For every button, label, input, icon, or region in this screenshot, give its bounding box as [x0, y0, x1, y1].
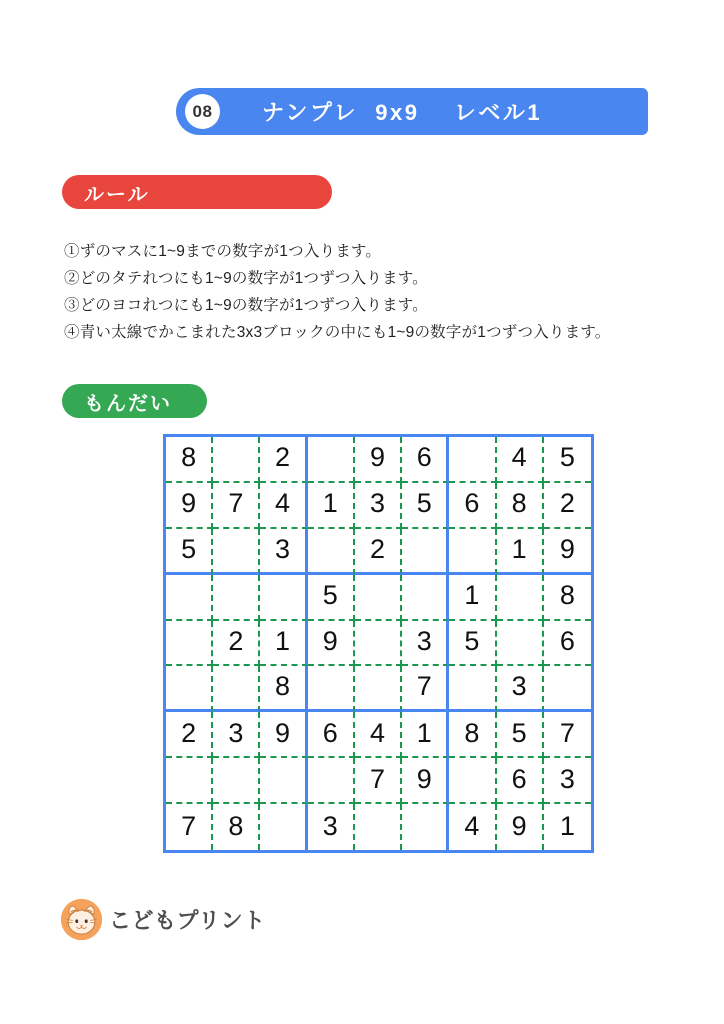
sudoku-cell-value: 7: [181, 810, 197, 841]
sudoku-cell-r9c9[interactable]: [544, 804, 591, 850]
sudoku-grid: [166, 437, 591, 850]
problem-section-label: もんだい: [84, 392, 172, 415]
sudoku-cell-r4c2[interactable]: [213, 575, 260, 621]
sudoku-cell-value: 6: [322, 717, 338, 748]
sudoku-cell-r8c5[interactable]: [355, 758, 402, 804]
sudoku-cell-value: 3: [511, 671, 527, 702]
sudoku-cell-r5c4[interactable]: [308, 621, 355, 667]
sudoku-cell-r8c9[interactable]: [544, 758, 591, 804]
sudoku-cell-r4c9[interactable]: [544, 575, 591, 621]
sudoku-cell-value: 1: [464, 580, 480, 611]
sudoku-cell-value: 6: [559, 625, 575, 656]
problem-section-banner: [62, 384, 207, 418]
sudoku-cell-value: 3: [322, 810, 338, 841]
sudoku-cell-value: 3: [416, 625, 432, 656]
sudoku-cell-r9c5[interactable]: [355, 804, 402, 850]
sudoku-cell-value: 1: [559, 810, 575, 841]
sudoku-cell-value: 3: [559, 763, 575, 794]
sudoku-cell-r6c5[interactable]: [355, 666, 402, 712]
sudoku-cell-r2c7[interactable]: [449, 483, 496, 529]
sudoku-cell-r1c9[interactable]: [544, 437, 591, 483]
sudoku-cell-r9c6[interactable]: [402, 804, 449, 850]
sudoku-cell-r7c8[interactable]: [497, 712, 544, 758]
sudoku-cell-r4c3[interactable]: [260, 575, 307, 621]
sudoku-cell-r5c2[interactable]: [213, 621, 260, 667]
sudoku-cell-r2c1[interactable]: [166, 483, 213, 529]
sudoku-cell-r4c4[interactable]: [308, 575, 355, 621]
sudoku-cell-r8c6[interactable]: [402, 758, 449, 804]
sudoku-cell-value: 4: [275, 488, 291, 519]
sudoku-cell-r1c1[interactable]: [166, 437, 213, 483]
sudoku-cell-r1c6[interactable]: [402, 437, 449, 483]
sudoku-cell-value: 8: [559, 580, 575, 611]
rules-section-label: ルール: [84, 183, 150, 206]
sudoku-cell-value: 9: [322, 625, 338, 656]
sudoku-cell-value: 6: [511, 763, 527, 794]
sudoku-cell-r5c6[interactable]: [402, 621, 449, 667]
rule-item-3: ③どのヨコれつにも1~9の数字が1つずつ入ります。: [64, 297, 428, 314]
sudoku-cell-r6c7[interactable]: [449, 666, 496, 712]
sudoku-cell-r5c3[interactable]: [260, 621, 307, 667]
sudoku-cell-value: 2: [369, 533, 385, 564]
sudoku-cell-value: 7: [228, 488, 244, 519]
sudoku-cell-r9c2[interactable]: [213, 804, 260, 850]
brand-name: こどもプリント: [109, 908, 266, 933]
sudoku-cell-r8c2[interactable]: [213, 758, 260, 804]
sudoku-cell-value: 8: [228, 810, 244, 841]
sudoku-cell-r3c4[interactable]: [308, 529, 355, 575]
sudoku-cell-value: 9: [181, 488, 197, 519]
sudoku-cell-value: 5: [464, 625, 480, 656]
cat-logo-icon: [60, 898, 103, 941]
sudoku-cell-r5c8[interactable]: [497, 621, 544, 667]
sudoku-cell-r7c7[interactable]: [449, 712, 496, 758]
sudoku-cell-value: 1: [322, 488, 338, 519]
sudoku-cell-value: 7: [559, 717, 575, 748]
sudoku-cell-r7c3[interactable]: [260, 712, 307, 758]
sudoku-cell-r2c6[interactable]: [402, 483, 449, 529]
sudoku-cell-value: 5: [416, 488, 432, 519]
sudoku-cell-r2c3[interactable]: [260, 483, 307, 529]
sudoku-cell-value: 4: [511, 442, 527, 473]
page-number-badge: 08: [185, 94, 220, 129]
sudoku-cell-r3c8[interactable]: [497, 529, 544, 575]
sudoku-grid-container: [163, 434, 594, 853]
sudoku-cell-value: 2: [228, 625, 244, 656]
footer-brand: [60, 898, 266, 941]
sudoku-cell-r1c5[interactable]: [355, 437, 402, 483]
sudoku-cell-r8c8[interactable]: [497, 758, 544, 804]
sudoku-cell-value: 9: [416, 763, 432, 794]
sudoku-cell-value: 6: [416, 442, 432, 473]
sudoku-cell-value: 4: [464, 810, 480, 841]
sudoku-cell-value: 5: [181, 533, 197, 564]
sudoku-cell-value: 7: [369, 763, 385, 794]
sudoku-cell-value: 3: [275, 533, 291, 564]
sudoku-cell-r1c3[interactable]: [260, 437, 307, 483]
rule-item-2: ②どのタテれつにも1~9の数字が1つずつ入ります。: [64, 270, 428, 287]
sudoku-cell-value: 3: [228, 717, 244, 748]
sudoku-cell-r9c8[interactable]: [497, 804, 544, 850]
sudoku-cell-r3c7[interactable]: [449, 529, 496, 575]
sudoku-cell-r8c7[interactable]: [449, 758, 496, 804]
sudoku-cell-r2c2[interactable]: [213, 483, 260, 529]
sudoku-cell-value: 8: [511, 488, 527, 519]
sudoku-cell-r3c5[interactable]: [355, 529, 402, 575]
sudoku-cell-r7c2[interactable]: [213, 712, 260, 758]
sudoku-cell-value: 5: [559, 442, 575, 473]
sudoku-cell-r8c4[interactable]: [308, 758, 355, 804]
sudoku-cell-r3c2[interactable]: [213, 529, 260, 575]
sudoku-cell-r7c5[interactable]: [355, 712, 402, 758]
rules-section-banner: [62, 175, 332, 209]
sudoku-cell-r2c8[interactable]: [497, 483, 544, 529]
sudoku-cell-value: 2: [559, 488, 575, 519]
sudoku-cell-r3c1[interactable]: [166, 529, 213, 575]
rules-list: [64, 238, 664, 346]
sudoku-cell-r8c3[interactable]: [260, 758, 307, 804]
sudoku-cell-r6c6[interactable]: [402, 666, 449, 712]
page-title-banner: [176, 88, 648, 135]
sudoku-cell-r5c9[interactable]: [544, 621, 591, 667]
rule-item-1: ①ずのマスに1~9までの数字が1つ入ります。: [64, 243, 382, 260]
sudoku-cell-r6c2[interactable]: [213, 666, 260, 712]
sudoku-cell-r6c8[interactable]: [497, 666, 544, 712]
sudoku-cell-r6c4[interactable]: [308, 666, 355, 712]
sudoku-cell-value: 2: [181, 717, 197, 748]
sudoku-cell-r3c6[interactable]: [402, 529, 449, 575]
sudoku-cell-r2c5[interactable]: [355, 483, 402, 529]
sudoku-cell-r4c1[interactable]: [166, 575, 213, 621]
sudoku-cell-r9c1[interactable]: [166, 804, 213, 850]
sudoku-cell-value: 5: [322, 580, 338, 611]
sudoku-cell-value: 1: [511, 533, 527, 564]
sudoku-cell-r1c8[interactable]: [497, 437, 544, 483]
sudoku-cell-r1c2[interactable]: [213, 437, 260, 483]
sudoku-cell-r5c1[interactable]: [166, 621, 213, 667]
sudoku-cell-r5c5[interactable]: [355, 621, 402, 667]
sudoku-cell-value: 1: [416, 717, 432, 748]
sudoku-cell-r9c7[interactable]: [449, 804, 496, 850]
sudoku-cell-r3c3[interactable]: [260, 529, 307, 575]
sudoku-cell-value: 4: [369, 717, 385, 748]
sudoku-cell-value: 8: [464, 717, 480, 748]
sudoku-cell-r8c1[interactable]: [166, 758, 213, 804]
sudoku-cell-value: 1: [275, 625, 291, 656]
sudoku-cell-value: 8: [181, 442, 197, 473]
sudoku-cell-r2c4[interactable]: [308, 483, 355, 529]
sudoku-cell-r2c9[interactable]: [544, 483, 591, 529]
sudoku-cell-r6c3[interactable]: [260, 666, 307, 712]
sudoku-cell-r1c4[interactable]: [308, 437, 355, 483]
sudoku-cell-r6c1[interactable]: [166, 666, 213, 712]
sudoku-cell-value: 2: [275, 442, 291, 473]
sudoku-cell-value: 5: [511, 717, 527, 748]
sudoku-cell-value: 9: [559, 533, 575, 564]
rule-item-4: ④青い太線でかこまれた3x3ブロックの中にも1~9の数字が1つずつ入ります。: [64, 324, 611, 341]
sudoku-cell-r9c4[interactable]: [308, 804, 355, 850]
sudoku-cell-r9c3[interactable]: [260, 804, 307, 850]
sudoku-cell-r1c7[interactable]: [449, 437, 496, 483]
sudoku-cell-value: 9: [511, 810, 527, 841]
page-title: ナンプレ 9x9 レベル1: [262, 100, 543, 125]
sudoku-cell-value: 9: [275, 717, 291, 748]
sudoku-cell-value: 8: [275, 671, 291, 702]
sudoku-cell-r3c9[interactable]: [544, 529, 591, 575]
sudoku-cell-r6c9[interactable]: [544, 666, 591, 712]
sudoku-cell-r7c9[interactable]: [544, 712, 591, 758]
sudoku-cell-r5c7[interactable]: [449, 621, 496, 667]
sudoku-cell-r4c8[interactable]: [497, 575, 544, 621]
sudoku-cell-r4c5[interactable]: [355, 575, 402, 621]
sudoku-cell-r4c6[interactable]: [402, 575, 449, 621]
sudoku-cell-value: 7: [416, 671, 432, 702]
sudoku-cell-r7c1[interactable]: [166, 712, 213, 758]
sudoku-cell-r4c7[interactable]: [449, 575, 496, 621]
sudoku-cell-value: 9: [369, 442, 385, 473]
sudoku-cell-value: 6: [464, 488, 480, 519]
sudoku-cell-value: 3: [369, 488, 385, 519]
sudoku-cell-r7c6[interactable]: [402, 712, 449, 758]
sudoku-cell-r7c4[interactable]: [308, 712, 355, 758]
